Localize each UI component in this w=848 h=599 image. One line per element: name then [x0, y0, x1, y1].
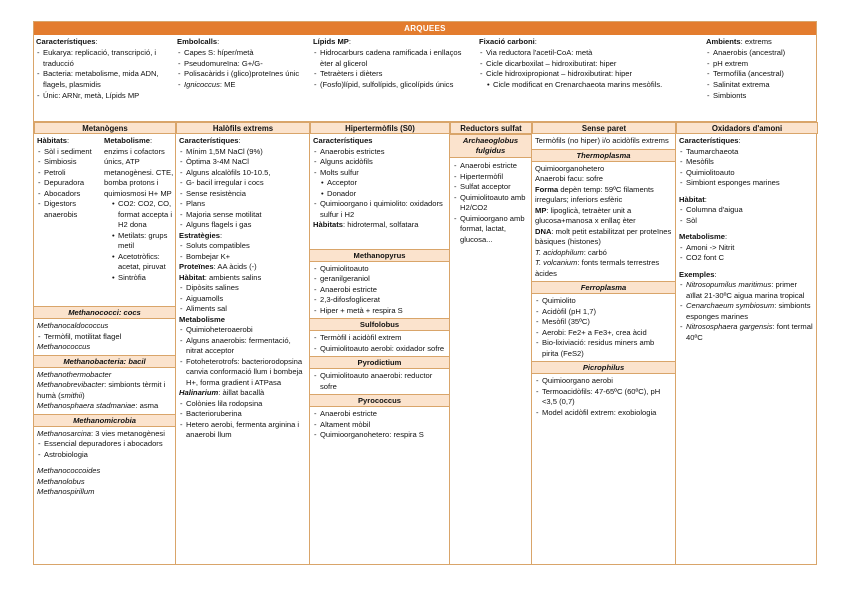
list-item: - Columna d'aigua: [679, 205, 815, 216]
bact-genus-3: Methanosphaera stadmaniae: [37, 401, 136, 410]
list-item: • Sintròfia: [104, 273, 174, 284]
bact-genus-1: Methanothermobacter: [37, 369, 112, 379]
list-item: - Colònies lila rodopsina: [179, 399, 306, 410]
list-item: - Termoacidòfils: 47-65ºC (60ºC), pH <3,5 (0,7): [535, 387, 672, 408]
list-item: - Simbiont esponges marines: [679, 178, 815, 189]
meta-metab-list: [104, 199, 174, 283]
list-item: - Alguns acidòfils: [313, 157, 446, 168]
list-item: • CO2: CO2, CO, format accepta i H2 dona: [104, 199, 174, 231]
list-item: - Capes S: híper/metà: [177, 48, 307, 59]
list-item: - CO2 font C: [679, 253, 815, 264]
list-item: - Quimiolitoauto: [313, 264, 446, 275]
list-item: - Òptima 3-4M NaCl: [179, 157, 306, 168]
amoni-hab-list: [679, 205, 815, 226]
micro-genus: Methanospirillum: [37, 487, 95, 496]
halo-prot-heading: Proteïnes: [179, 262, 214, 271]
example-item: [679, 280, 815, 301]
halo-caract-list: [179, 147, 306, 231]
head-reductors: Reductors sulfat: [450, 122, 532, 134]
list-item: - Sòl: [679, 216, 815, 227]
list-item: - Quimioorgano i quimiolito: oxidadors sulfur i H2: [313, 199, 446, 220]
col-sense-paret: [532, 134, 676, 564]
list-item: - Quimiolitoauto amb H2/CO2: [453, 193, 528, 214]
fix-sub: • Cicle modificat en Crenarchaeota marins mesòfils.: [479, 80, 699, 91]
list-item: - Quimiolitoauto: [679, 168, 815, 179]
example-item: [679, 322, 815, 343]
head-sense-paret: Sense paret: [532, 122, 676, 134]
halo-hab-text: : ambients salins: [204, 272, 262, 282]
reductors-list: [453, 161, 528, 245]
list-item: - Bombejar K+: [179, 252, 306, 263]
list-item: - Model acidòfil extrem: exobiologia: [535, 408, 672, 419]
list-item: - Termòfil i acidòfil extrem: [313, 333, 446, 344]
halo-hs-line: [179, 388, 306, 399]
list-item: - Quimioheteroaerobi: [179, 325, 306, 336]
halo-metab-list: [179, 325, 306, 388]
list-item: - Sense resistència: [179, 189, 306, 200]
list-item: - Amoni -> Nitrit: [679, 243, 815, 254]
list-item: - Abocadors: [37, 189, 101, 200]
list-item: - pH extrem: [706, 59, 816, 70]
list-item: - Quimiolitoauto anaerobi: reductor sofre: [313, 371, 446, 392]
list-item: - Astrobiologia: [37, 450, 172, 461]
amoni-metab-heading: Metabolisme: [679, 232, 725, 241]
list-item: - Dipòsits salines: [179, 283, 306, 294]
tp-mp-text: : lipoglicà, tetraèter unit a glucosa+manosa x enllaç èter: [535, 205, 636, 225]
list-item: - Hetero aerobi, fermenta arginina i anaerobi llum: [179, 420, 306, 441]
meta-habitats-heading: Hàbitats: [37, 136, 67, 145]
tp-tv-text: : fonts termals terrestres àcides: [535, 258, 660, 278]
list-item: - Únic: ARNr, metà, Lípids MP: [36, 91, 174, 102]
halo-prot-line: [179, 262, 306, 273]
picrophilus-list: [535, 376, 672, 418]
caract-heading: Característiques: [36, 37, 96, 46]
lip-heading: Lípids MP: [313, 37, 349, 46]
list-item: - Plans: [179, 199, 306, 210]
cocci-item: - Termòfil, motilitat flagel: [37, 332, 172, 343]
list-item: - (Fosfo)lípid, sulfolípids, glicolípids únics: [313, 80, 473, 91]
tp-forma-text: depèn temp: 59ºC filaments irregulars; inferiors esfèric: [535, 184, 654, 204]
bact-heading: Methanobacteria: bacil: [34, 355, 175, 368]
fix-block: Fixació carboni: - Via reductora l'acetil-CoA: metà - Cicle dicarboxilat – hidroxibutirat: hiper - Cicle hidroxipropionat – hidroxibutirat: hiper • Cicle modificat en Crenarchaeota marins mesòfils.: [479, 37, 699, 91]
list-item: - Mínim 1,5M NaCl (9%): [179, 147, 306, 158]
example-item: [679, 301, 815, 322]
halo-estrat-heading: Estratègies: [179, 230, 220, 240]
amb-heading: Ambients: [706, 37, 741, 46]
bact-genus-3-text: : asma: [135, 401, 159, 410]
list-item: - Quimiolitoauto aerobi: oxidador sofre: [313, 344, 446, 355]
list-item: - Essencial depuradores i abocadors: [37, 439, 172, 450]
list-item: - Anaerobis estrictes: [313, 147, 446, 158]
list-item: - 2,3-difosfoglicerat: [313, 295, 446, 306]
archaeoglobus-heading: Archaeoglobus fulgidus: [450, 134, 531, 158]
hiper-caract-heading: Característiques: [313, 136, 373, 145]
list-item: - Taumarchaeota: [679, 147, 815, 158]
hiper-hab-text: : hidrotermal, solfatara: [342, 220, 419, 229]
list-item: - Termofília (ancestral): [706, 69, 816, 80]
hiper-caract-list-2: [313, 199, 446, 220]
page-title: ARQUEES: [34, 22, 816, 35]
bact-genus-2-line: [37, 380, 172, 401]
head-metanogens: Metanògens: [34, 122, 176, 134]
list-item: - Via reductora l'acetil-CoA: metà: [479, 48, 699, 59]
meta-habitats-list: [37, 147, 101, 221]
halo-hab-list: [179, 283, 306, 315]
list-item: - geranilgeraniol: [313, 274, 446, 285]
fix-heading: Fixació carboni: [479, 37, 535, 46]
bact-genus-3-line: [37, 401, 172, 412]
list-item: - Bacterioruberina: [179, 409, 306, 420]
example-text: : simbionts esponges marines: [686, 301, 811, 321]
ignicoccus: Ignicoccus: [184, 80, 220, 90]
list-item: - Quimioorgano aerobi: [535, 376, 672, 387]
list-item: - Altament mòbil: [313, 420, 446, 431]
amoni-caract-heading: Característiques: [679, 136, 739, 145]
micro-genus: Methanolobus: [37, 476, 85, 486]
example-name: Cenarchaeum symbiosum: [686, 301, 775, 310]
tp-forma-heading: Forma: [535, 184, 559, 194]
hiper-hab-heading: Hàbitats: [313, 220, 343, 229]
top-section: [34, 35, 816, 122]
micro-genus-1-text: : 3 vies metanogènesi: [91, 428, 165, 438]
methanopyrus-list: [313, 264, 446, 317]
list-item: - Aliments sal: [179, 304, 306, 315]
tp-dna-heading: DNA: [535, 226, 552, 236]
amb-list: [706, 48, 816, 102]
bact-close: ): [82, 390, 85, 400]
example-name: Nitrososphaera gargensis: [686, 322, 773, 331]
pyrococcus-heading: Pyrococcus: [310, 394, 449, 407]
amb-heading-rest: : extrems: [740, 37, 772, 46]
halo-hab-heading: Hàbitat: [179, 272, 205, 282]
cocci-heading: Methanococci: cocs: [34, 306, 175, 319]
meta-metab-text: : enzims i cofactors únics, ATP metanogènesi. CTE, bomba protons i quimiosmosi H+ MP: [104, 136, 174, 198]
micro-items: [37, 439, 172, 460]
list-item: - Anaerobi estricte: [313, 409, 446, 420]
list-item: - Alguns flagels i gas: [179, 220, 306, 231]
list-item: - Majoria sense motilitat: [179, 210, 306, 221]
bact-genus-2: Methanobrevibacter: [37, 380, 105, 389]
micro-genus-list: [37, 466, 172, 498]
tp-ta-text: : carbó: [583, 247, 607, 257]
cocci-genus-1: Methanocaldococcus: [37, 321, 109, 330]
pyrodictium-heading: Pyrodictium: [310, 356, 449, 369]
pyrococcus-list: [313, 409, 446, 441]
methanopyrus-heading: Methanopyrus: [310, 249, 449, 262]
list-item: • Donador: [313, 189, 446, 200]
list-item: • Acceptor: [313, 178, 446, 189]
list-item: • Acetotròfics: acetat, piruvat: [104, 252, 174, 273]
ferroplasma-heading: Ferroplasma: [532, 281, 675, 294]
tp-line-2: Anaerobi facu: sofre: [535, 174, 603, 183]
sense-intro: Termòfils (no hiper) i/o acidòfils extrems: [535, 136, 669, 145]
hiper-caract-list: [313, 147, 446, 179]
sheet: [33, 21, 817, 565]
thermoplasma-heading: Thermoplasma: [532, 149, 675, 162]
tp-dna-line: [535, 227, 672, 248]
list-item: - Quimiolito: [535, 296, 672, 307]
amoni-examples-heading: Exemples: [679, 269, 715, 279]
head-amoni: Oxidadors d'amoni: [676, 122, 818, 134]
amoni-hab-heading: Hàbitat: [679, 194, 705, 204]
list-item: - Soluts compatibles: [179, 241, 306, 252]
pyrodictium-list: [313, 371, 446, 392]
list-item: - Alguns anaerobis: fermentació, nitrat acceptor: [179, 336, 306, 357]
list-item: - Bacteria: metabolisme, mida ADN, flagels, plasmidis: [36, 69, 174, 91]
sulfolobus-list: [313, 333, 446, 354]
list-item: - Digestors anaerobis: [37, 199, 101, 220]
tp-ta-name: T. acidophilum: [535, 247, 584, 257]
tp-mp-heading: MP: [535, 205, 547, 215]
list-item: - Quimioorganohetero: respira S: [313, 430, 446, 441]
list-item: - Mesòfil (35ºC): [535, 317, 672, 328]
list-item: - Pseudomureïna: G+/G-: [177, 59, 307, 70]
tp-tv-line: [535, 258, 672, 279]
ignicoccus-text: : ME: [219, 80, 236, 90]
list-item: - Tetraèters i dièters: [313, 69, 473, 80]
list-item: - Alguns alcalòfils 10-10.5,: [179, 168, 306, 179]
list-item: - Anaerobi estricte: [453, 161, 528, 172]
list-item: - Eukarya: replicació, transcripció, i traducció: [36, 48, 174, 70]
list-item: - Anaerobi estricte: [313, 285, 446, 296]
halo-prot-text: : AA àcids (-): [213, 262, 257, 271]
halo-hab-line: [179, 273, 306, 284]
sulfolobus-heading: Sulfolobus: [310, 318, 449, 331]
list-item: • Metilats: grups metil: [104, 231, 174, 252]
cocci-genus-2: Methanococcus: [37, 342, 91, 351]
list-item: - Fotoheterotrofs: bacteriorodopsina canvia conformació llum i bombeja H+, forma gradient i ATPasa: [179, 357, 306, 389]
emb-list: [177, 48, 307, 80]
list-item: - Aerobi: Fe2+ a Fe3+, crea àcid: [535, 328, 672, 339]
list-item: - Mesòfils: [679, 157, 815, 168]
ferroplasma-list: [535, 296, 672, 359]
col-metanogens: Hàbitats: - Sòl i sediment - Simbiosis - Petroli - Depuradora - Abocadors - Digestors anaerobis Metabolisme: enzims i cofactors únics, ATP metanogènesi. CTE, bomba protons i quimiosmosi H+ MP • CO2: CO2, CO, format accepta i H2 dona • Metilats: grups metil • Acetotròfics: acetat, piruvat • Sintròfia Methanococci: cocs Methanocaldococcus - Termòfil, motilitat flagel Methanococcus Methanobacteria: bacil Methanothermobacter Methanobrevibacter: simbionts tèrmit i humà (smithii) Methanosphaera stadmaniae: asma Methanomicrobia Methanosarcina: 3 vies metanogènesi - Essencial depuradores i abocadors - Astrobiologia Methanococcoides Methanolobus Methanospirillum: [34, 134, 176, 564]
amoni-caract-list: [679, 147, 815, 189]
hiper-caract-sub: [313, 178, 446, 199]
list-item: - Hipertermòfil: [453, 172, 528, 183]
halo-estrat-list: [179, 241, 306, 262]
list-item: - Salinitat extrema: [706, 80, 816, 91]
tp-mp-line: [535, 206, 672, 227]
emb-heading: Embolcalls: [177, 37, 218, 46]
micro-heading: Methanomicrobia: [34, 414, 175, 427]
list-item: - G- bacil irregular i cocs: [179, 178, 306, 189]
list-item: - Molts sulfur: [313, 168, 446, 179]
example-text: : primer aïllat 21-30ºC aigua marina tropical: [686, 280, 805, 300]
list-item: - Cicle dicarboxilat – hidroxibutirat: hiper: [479, 59, 699, 70]
halo-hs-list: [179, 399, 306, 441]
col-halofils: Característiques: - Mínim 1,5M NaCl (9%) - Òptima 3-4M NaCl - Alguns alcalòfils 10-10.5, - G- bacil irregular i cocs - Sense resistència - Plans - Majoria sense motilitat - Alguns flagels i gas Estratègies: - Soluts compatibles - Bombejar K+ Proteïnes: AA àcids (-) Hàbitat: ambients salins - Dipòsits salines - Aiguamolls - Aliments sal Metabolisme - Quimioheteroaerobi - Alguns anaerobis: fermentació, nitrat acceptor - Fotoheterotrofs: bacteriorodopsina canvia conformació llum i bombeja H+, forma gradient i ATPasa Halinarium: àillat bacallà - Colònies lila rodopsina - Bacterioruberina - Hetero aerobi, fermenta arginina i anaerobi llum: [176, 134, 310, 564]
micro-genus-1-line: [37, 429, 172, 440]
tp-line-1: Quimioorganohetero: [535, 163, 605, 173]
list-item: - Acidòfil (pH 1,7): [535, 307, 672, 318]
halo-hs-heading: Halinarium: [179, 388, 219, 397]
example-name: Nitrosopumilus maritimus: [686, 280, 772, 289]
list-item: - Bio-lixiviació: residus miners amb pirita (FeS2): [535, 338, 672, 359]
list-item: - Aiguamolls: [179, 294, 306, 305]
head-hipertermofils: Hipertermòfils (S0): [310, 122, 450, 134]
list-item: - Depuradora: [37, 178, 101, 189]
col-amoni: Característiques: - Taumarchaeota - Mesòfils - Quimiolitoauto - Simbiont esponges marines Hàbitat: - Columna d'aigua - Sòl Metabolisme: - Amoni -> Nitrit - CO2 font C Exemples: - Nitrosopumilus maritimus: primer aïllat 21-30ºC aigua marina tropical - Cenarchaeum symbiosum: simbionts esponges marines - Nitrososphaera gargensis: font termal 40ºC: [676, 134, 818, 564]
caract-list: [36, 48, 174, 102]
list-item: - Hidrocarburs cadena ramificada i enllaços èter al glicerol: [313, 48, 473, 70]
fix-list: [479, 48, 699, 80]
list-item: - Quimioorgano amb format, lactat, glucosa...: [453, 214, 528, 246]
tp-dna-text: : molt petit estabilitzat per proteïnes bàsiques (histones): [535, 226, 672, 246]
lip-block: Lípids MP: - Hidrocarburs cadena ramificada i enllaços èter al glicerol - Tetraèters i dièters - (Fosfo)lípid, sulfolípids, glicolípids únics: [313, 37, 473, 91]
amb-block: [706, 37, 816, 102]
tp-forma-line: [535, 185, 672, 206]
example-text: : font termal 40ºC: [686, 322, 813, 342]
caract-block: Característiques: - Eukarya: replicació, transcripció, i traducció - Bacteria: metabolisme, mida ADN, flagels, plasmidis - Únic: ARNr, metà, Lípids MP: [36, 37, 174, 102]
list-item: - Cicle hidroxipropionat – hidroxibutirat: hiper: [479, 69, 699, 80]
list-item: - Simbiosis: [37, 157, 101, 168]
list-item: - Petroli: [37, 168, 101, 179]
col-reductors: [450, 134, 532, 564]
list-item: - Simbionts: [706, 91, 816, 102]
list-item: - Anaerobis (ancestral): [706, 48, 816, 59]
tp-tv-name: T. volcanium: [535, 258, 578, 267]
amoni-metab-list: [679, 243, 815, 264]
emb-block: Embolcalls: - Capes S: híper/metà - Pseudomureïna: G+/G- - Polisacàrids i (glico)proteïnes únic - Ignicoccus: ME: [177, 37, 307, 91]
meta-metab-heading: Metabolisme: [104, 136, 150, 145]
list-item: - Sòl i sediment: [37, 147, 101, 158]
halo-metab-heading: Metabolisme: [179, 314, 225, 324]
micro-genus-1: Methanosarcina: [37, 428, 92, 438]
bact-genus-2-text: : simbionts tèrmit i humà (: [37, 380, 166, 400]
list-item: - Polisacàrids i (glico)proteïnes únic: [177, 69, 307, 80]
halo-caract-heading: Característiques: [179, 136, 239, 145]
hiper-hab-line: [313, 220, 446, 231]
list-item: - Hiper + metà + respira S: [313, 306, 446, 317]
list-item: - Sulfat acceptor: [453, 182, 528, 193]
halo-hs-text: : àillat bacallà: [218, 388, 265, 397]
tp-ta-line: [535, 248, 672, 259]
lip-list: [313, 48, 473, 91]
amoni-examples-list: [679, 280, 815, 343]
head-halofils: Halòfils extrems: [176, 122, 310, 134]
picrophilus-heading: Picrophilus: [532, 361, 675, 374]
col-hipertermofils: [310, 134, 450, 564]
bact-smithii: smithii: [60, 390, 83, 400]
micro-genus: Methanococcoides: [37, 466, 101, 475]
